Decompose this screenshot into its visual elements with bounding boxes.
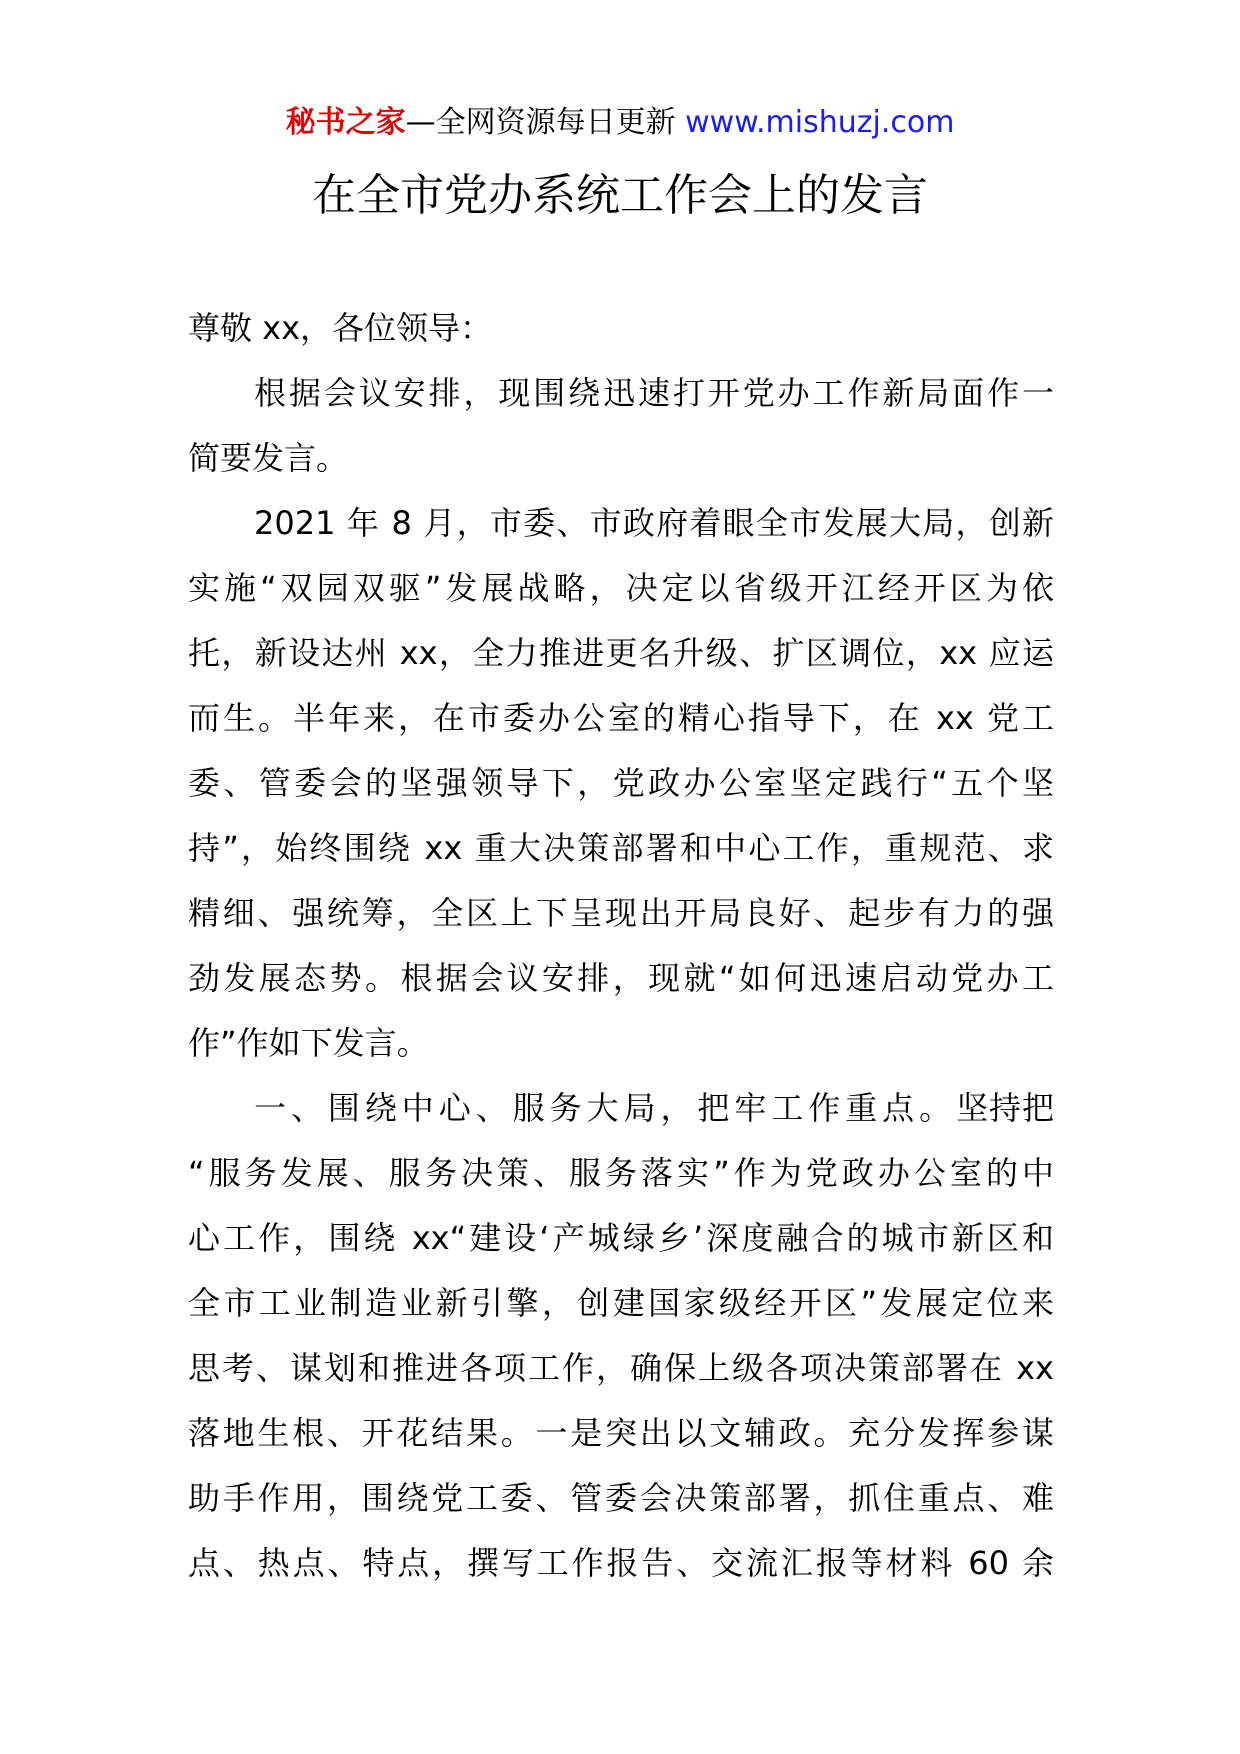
- section-heading-continuation: 坚持把: [956, 1089, 1054, 1127]
- body-line-3: 2021 年 8 月，市委、市政府着眼全市发展大局，创新: [254, 504, 1054, 542]
- body-line-19: 点、热点、特点，撰写工作报告、交流汇报等材料 60 余: [188, 1544, 1054, 1582]
- site-brand: 秘书之家: [285, 105, 406, 140]
- site-url-link[interactable]: www.mishuzj.com: [685, 105, 955, 140]
- site-tagline: —全网资源每日更新: [405, 105, 686, 140]
- body-line-11: 作”作如下发言。: [188, 1024, 429, 1062]
- body-line-1: 根据会议安排，现围绕迅速打开党办工作新局面作一: [254, 374, 1054, 412]
- body-line-13: “服务发展、服务决策、服务落实”作为党政办公室的中: [188, 1154, 1054, 1192]
- section-heading: 一、围绕中心、服务大局，把牢工作重点。: [254, 1089, 957, 1127]
- body-line-6: 而生。半年来，在市委办公室的精心指导下，在 xx 党工: [188, 699, 1054, 737]
- body-line-18: 助手作用，围绕党工委、管委会决策部署，抓住重点、难: [188, 1479, 1054, 1517]
- body-line-15: 全市工业制造业新引擎，创建国家级经开区”发展定位来: [188, 1284, 1054, 1322]
- document-title: 在全市党办系统工作会上的发言: [312, 170, 928, 221]
- body-line-8: 持”，始终围绕 xx 重大决策部署和中心工作，重规范、求: [188, 829, 1054, 867]
- body-line-2: 简要发言。: [188, 439, 349, 477]
- site-header: [0, 102, 1240, 144]
- body-line-9: 精细、强统筹，全区上下呈现出开局良好、起步有力的强: [188, 894, 1054, 932]
- body-line-5: 托，新设达州 xx，全力推进更名升级、扩区调位，xx 应运: [188, 634, 1054, 672]
- body-line-17: 落地生根、开花结果。一是突出以文辅政。充分发挥参谋: [188, 1414, 1054, 1452]
- section-heading-line: [188, 1076, 1054, 1141]
- salutation: 尊敬 xx，各位领导：: [188, 309, 493, 347]
- body-line-14: 心工作，围绕 xx“建设‘产城绿乡’深度融合的城市新区和: [188, 1219, 1054, 1257]
- document-body: [188, 296, 1054, 1596]
- body-line-10: 劲发展态势。根据会议安排，现就“如何迅速启动党办工: [188, 959, 1054, 997]
- body-line-7: 委、管委会的坚强领导下，党政办公室坚定践行“五个坚: [188, 764, 1054, 802]
- body-line-16: 思考、谋划和推进各项工作，确保上级各项决策部署在 xx: [188, 1349, 1054, 1387]
- body-line-4: 实施“双园双驱”发展战略，决定以省级开江经开区为依: [188, 569, 1054, 607]
